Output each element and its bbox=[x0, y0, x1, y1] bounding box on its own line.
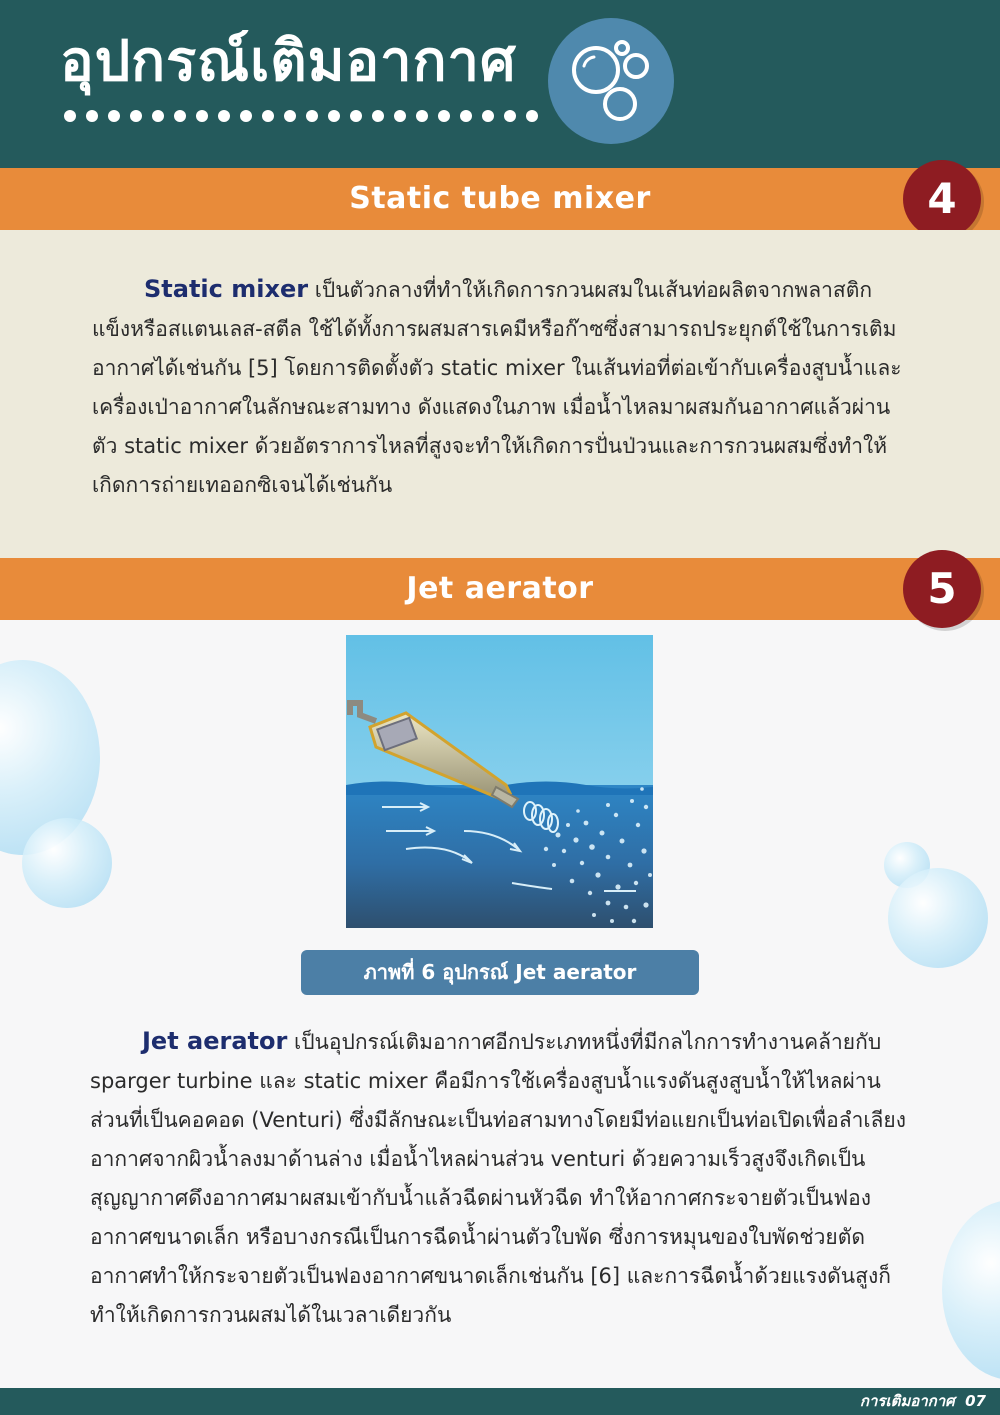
decorative-bubble bbox=[22, 818, 112, 908]
paragraph-body: เป็นอุปกรณ์เติมอากาศอีกประเภทหนึ่งที่มีกลไกการทำงานคล้ายกับ sparger turbine และ static mixer คือมีการใช้เครื่องสูบน้ำแรงดันสูงสูบน้ำให้ไหลผ่านส่วนที่เป็นคอคอด (Venturi) ซึ่งมีลักษณะเป็นท่อสามทางโดยมีท่อแยกเป็นท่อเปิดเพื่อลำเลียงอากาศจากผิวน้ำลงมาด้านล่าง เมื่อน้ำไหลผ่านส่วน venturi ด้วยความเร็วสูงจึงเกิดเป็นสุญญากาศดึงอากาศมาผสมเข้ากับน้ำแล้วฉีดผ่านหัวฉีด ทำให้อากาศกระจายตัวเป็นฟองอากาศขนาดเล็ก หรือบางกรณีเป็นการฉีดน้ำผ่านตัวใบพัด ซึ่งการหมุนของใบพัดช่วยตัดอากาศทำให้กระจายตัวเป็นฟองอากาศขนาดเล็กเช่นกัน [6] และการฉีดน้ำด้วยแรงดันสูงก็ทำให้เกิดการกวนผสมได้ในเวลาเดียวกัน bbox=[90, 1030, 906, 1327]
lead-term: Jet aerator bbox=[142, 1027, 288, 1055]
bubbles-icon bbox=[548, 18, 674, 144]
jet-aerator-paragraph bbox=[90, 1022, 912, 1335]
static-mixer-paragraph bbox=[92, 270, 910, 505]
page-footer bbox=[0, 1388, 1000, 1415]
section-title: Static tube mixer bbox=[349, 181, 651, 216]
footer-section-name: การเติมอากาศ bbox=[859, 1392, 955, 1410]
section-bar-static-tube-mixer bbox=[0, 168, 1000, 230]
page-number: 07 bbox=[965, 1392, 986, 1410]
section-number-badge: 4 bbox=[903, 160, 981, 238]
page-header bbox=[0, 0, 1000, 168]
lead-term: Static mixer bbox=[144, 275, 309, 303]
paragraph-body: เป็นตัวกลางที่ทำให้เกิดการกวนผสมในเส้นท่อผลิตจากพลาสติกแข็งหรือสแตนเลส-สตีล ใช้ได้ทั้งการผสมสารเคมีหรือก๊าซซึ่งสามารถประยุกต์ใช้ในการเติมอากาศได้เช่นกัน [5] โดยการติดตั้งตัว static mixer ในเส้นท่อที่ต่อเข้ากับเครื่องสูบน้ำและเครื่องเป่าอากาศในลักษณะสามทาง ดังแสดงในภาพ เมื่อน้ำไหลมาผสมกันอากาศแล้วผ่านตัว static mixer ด้วยอัตราการไหลที่สูงจะทำให้เกิดการปั่นป่วนและการกวนผสมซึ่งทำให้เกิดการถ่ายเทออกซิเจนได้เช่นกัน bbox=[92, 278, 902, 497]
section-bar-jet-aerator bbox=[0, 558, 1000, 620]
section-number-badge: 5 bbox=[903, 550, 981, 628]
section-title: Jet aerator bbox=[406, 571, 594, 606]
figure-caption: ภาพที่ 6 อุปกรณ์ Jet aerator bbox=[301, 950, 699, 995]
dotted-divider bbox=[64, 108, 544, 124]
decorative-bubble bbox=[942, 1200, 1000, 1380]
decorative-bubble bbox=[888, 868, 988, 968]
footer-label bbox=[860, 1388, 986, 1415]
jet-aerator-illustration bbox=[346, 635, 653, 928]
page-title: อุปกรณ์เติมอากาศ bbox=[60, 29, 517, 94]
